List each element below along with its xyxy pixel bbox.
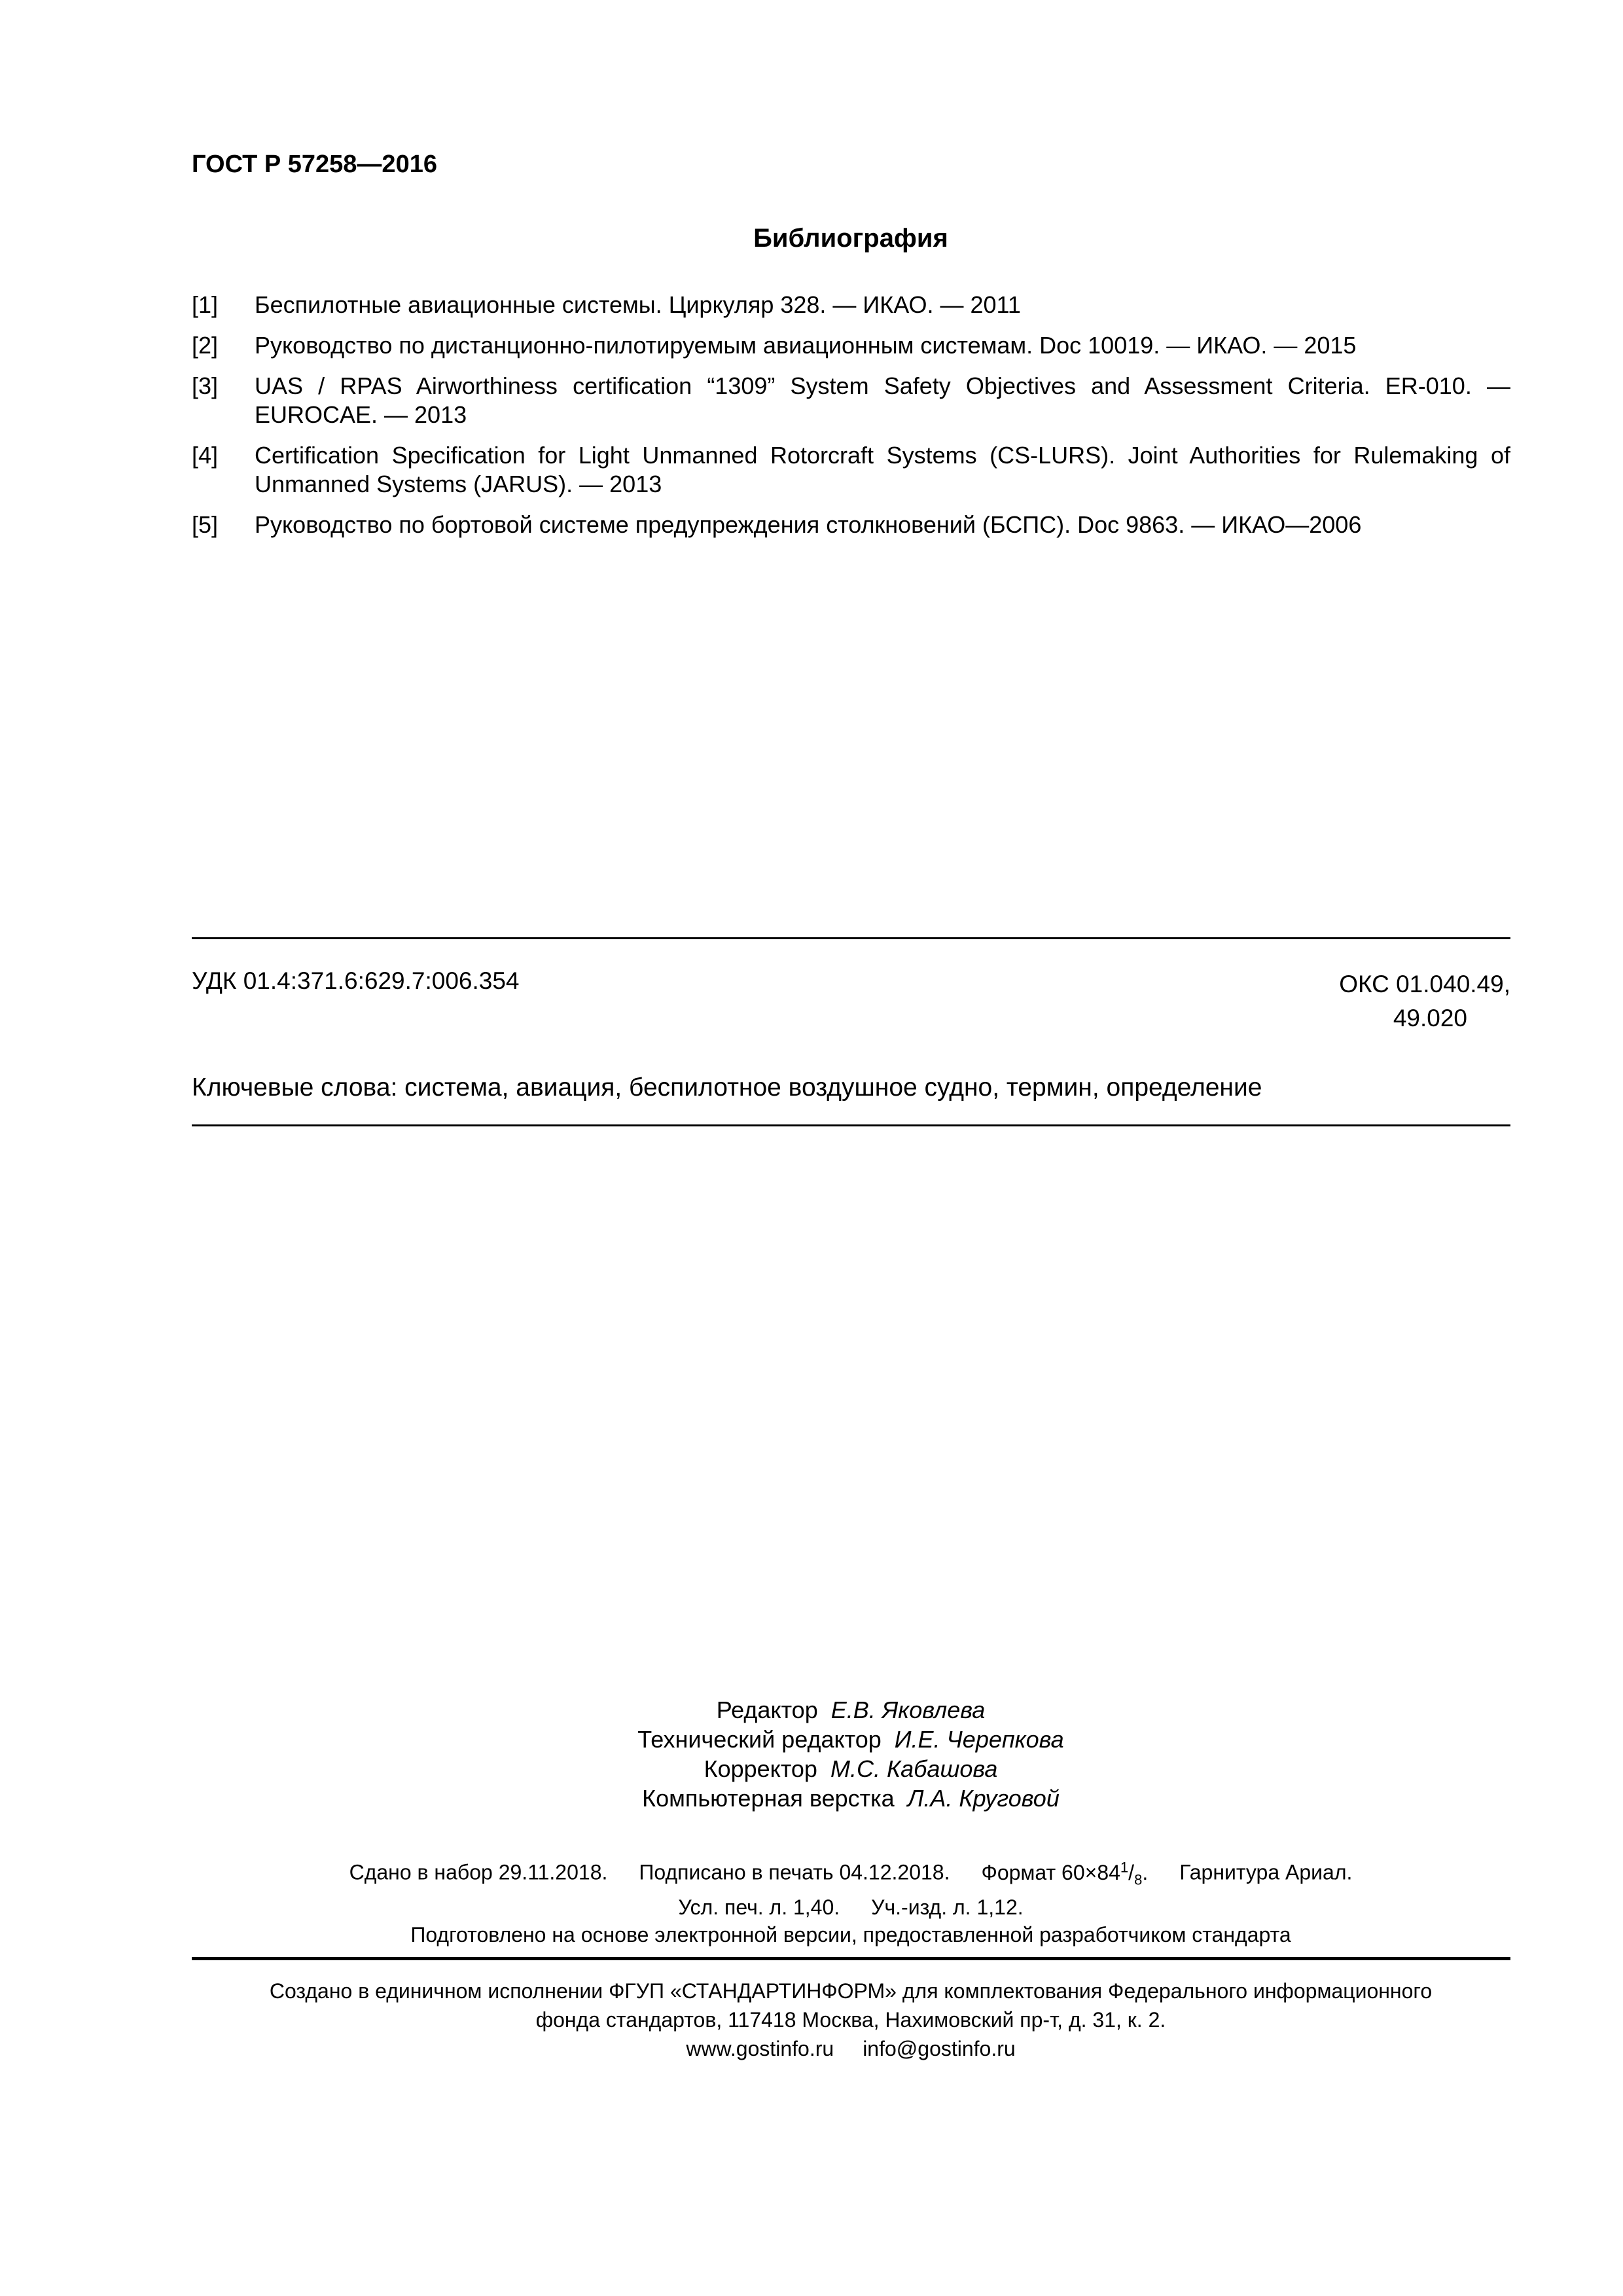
format-suffix: .	[1142, 1860, 1149, 1884]
bibliography-list	[192, 291, 1510, 551]
format-sub: 8	[1134, 1871, 1143, 1888]
credit-role: Редактор	[716, 1696, 818, 1723]
bibliography-item-text: Certification Specification for Light Unmanned Rotorcraft Systems (CS-LURS). Joint Authorities for Rulemaking of Unmanned Systems (JARUS). — 2013	[255, 442, 1510, 497]
made-info-line-1: Создано в единичном исполнении ФГУП «СТАНДАРТИНФОРМ» для комплектования Федерального информационного	[269, 1979, 1433, 2003]
bibliography-item	[192, 441, 1510, 499]
bibliography-item-number: [3]	[192, 372, 219, 399]
credit-name: И.Е. Черепкова	[894, 1726, 1064, 1753]
bibliography-item-number: [2]	[192, 332, 219, 359]
print-sheets: Усл. печ. л. 1,40.	[678, 1895, 840, 1920]
bibliography-item	[192, 372, 1510, 429]
credit-name: М.С. Кабашова	[830, 1755, 998, 1782]
bibliography-item	[192, 331, 1510, 360]
oks-line-2: 49.020	[1393, 1005, 1467, 1031]
bibliography-item	[192, 291, 1510, 319]
divider-top	[192, 937, 1510, 939]
credit-line	[0, 1725, 1623, 1754]
edition-sheets: Уч.-изд. л. 1,12.	[871, 1895, 1024, 1920]
bibliography-item-text: Руководство по дистанционно-пилотируемым авиационным системам. Doc 10019. — ИКАО. — 2015	[255, 332, 1357, 359]
oks-code	[1243, 967, 1510, 1035]
print-info-line-1	[0, 1854, 1623, 1893]
credit-line	[0, 1784, 1623, 1813]
bibliography-item	[192, 511, 1510, 539]
credit-name: Л.А. Круговой	[907, 1785, 1060, 1812]
udc-code: УДК 01.4:371.6:629.7:006.354	[192, 967, 520, 994]
made-info-contacts	[0, 2034, 1623, 2063]
print-info-block	[0, 1854, 1623, 1948]
credit-line	[0, 1695, 1623, 1725]
print-info-line-2	[0, 1893, 1623, 1921]
oks-line-1: ОКС 01.040.49,	[1339, 971, 1510, 997]
divider-keywords	[192, 1124, 1510, 1126]
keywords-line: Ключевые слова: система, авиация, беспилотное воздушное судно, термин, определение	[192, 1073, 1262, 1102]
format-slash: /	[1128, 1860, 1135, 1884]
made-info-line-2: фонда стандартов, 117418 Москва, Нахимовский пр-т, д. 31, к. 2.	[535, 2008, 1166, 2032]
format-sup: 1	[1120, 1859, 1129, 1875]
bibliography-item-number: [4]	[192, 442, 219, 469]
made-info-block	[0, 1977, 1623, 2063]
credit-role: Технический редактор	[637, 1726, 882, 1753]
signed-date: Подписано в печать 04.12.2018.	[639, 1860, 950, 1884]
credit-role: Компьютерная верстка	[642, 1785, 895, 1812]
website-link[interactable]: www.gostinfo.ru	[686, 2037, 834, 2060]
credit-line	[0, 1754, 1623, 1784]
bibliography-item-number: [5]	[192, 511, 219, 538]
bibliography-title: Библиография	[753, 224, 948, 253]
credit-name: Е.В. Яковлева	[830, 1696, 986, 1723]
bibliography-item-text: Руководство по бортовой системе предупреждения столкновений (БСПС). Doc 9863. — ИКАО—2006	[255, 511, 1362, 538]
typeface: Гарнитура Ариал.	[1179, 1860, 1353, 1884]
bibliography-item-text: UAS / RPAS Airworthiness certification “1309” System Safety Objectives and Assessment Criteria. ER-010. — EUROCAE. — 2013	[255, 372, 1510, 428]
email-link[interactable]: info@gostinfo.ru	[863, 2037, 1016, 2060]
format-prefix: Формат 60×84	[981, 1860, 1120, 1884]
submitted-date: Сдано в набор 29.11.2018.	[349, 1860, 608, 1884]
bibliography-item-text: Беспилотные авиационные системы. Циркуляр 328. — ИКАО. — 2011	[255, 291, 1021, 318]
format	[981, 1859, 1149, 1888]
prepared-note: Подготовлено на основе электронной версии, предоставленной разработчиком стандарта	[410, 1923, 1291, 1947]
divider-bottom	[192, 1957, 1510, 1960]
bibliography-item-number: [1]	[192, 291, 219, 318]
document-code: ГОСТ Р 57258—2016	[192, 151, 437, 178]
credit-role: Корректор	[704, 1755, 817, 1782]
credits-block	[0, 1695, 1623, 1813]
